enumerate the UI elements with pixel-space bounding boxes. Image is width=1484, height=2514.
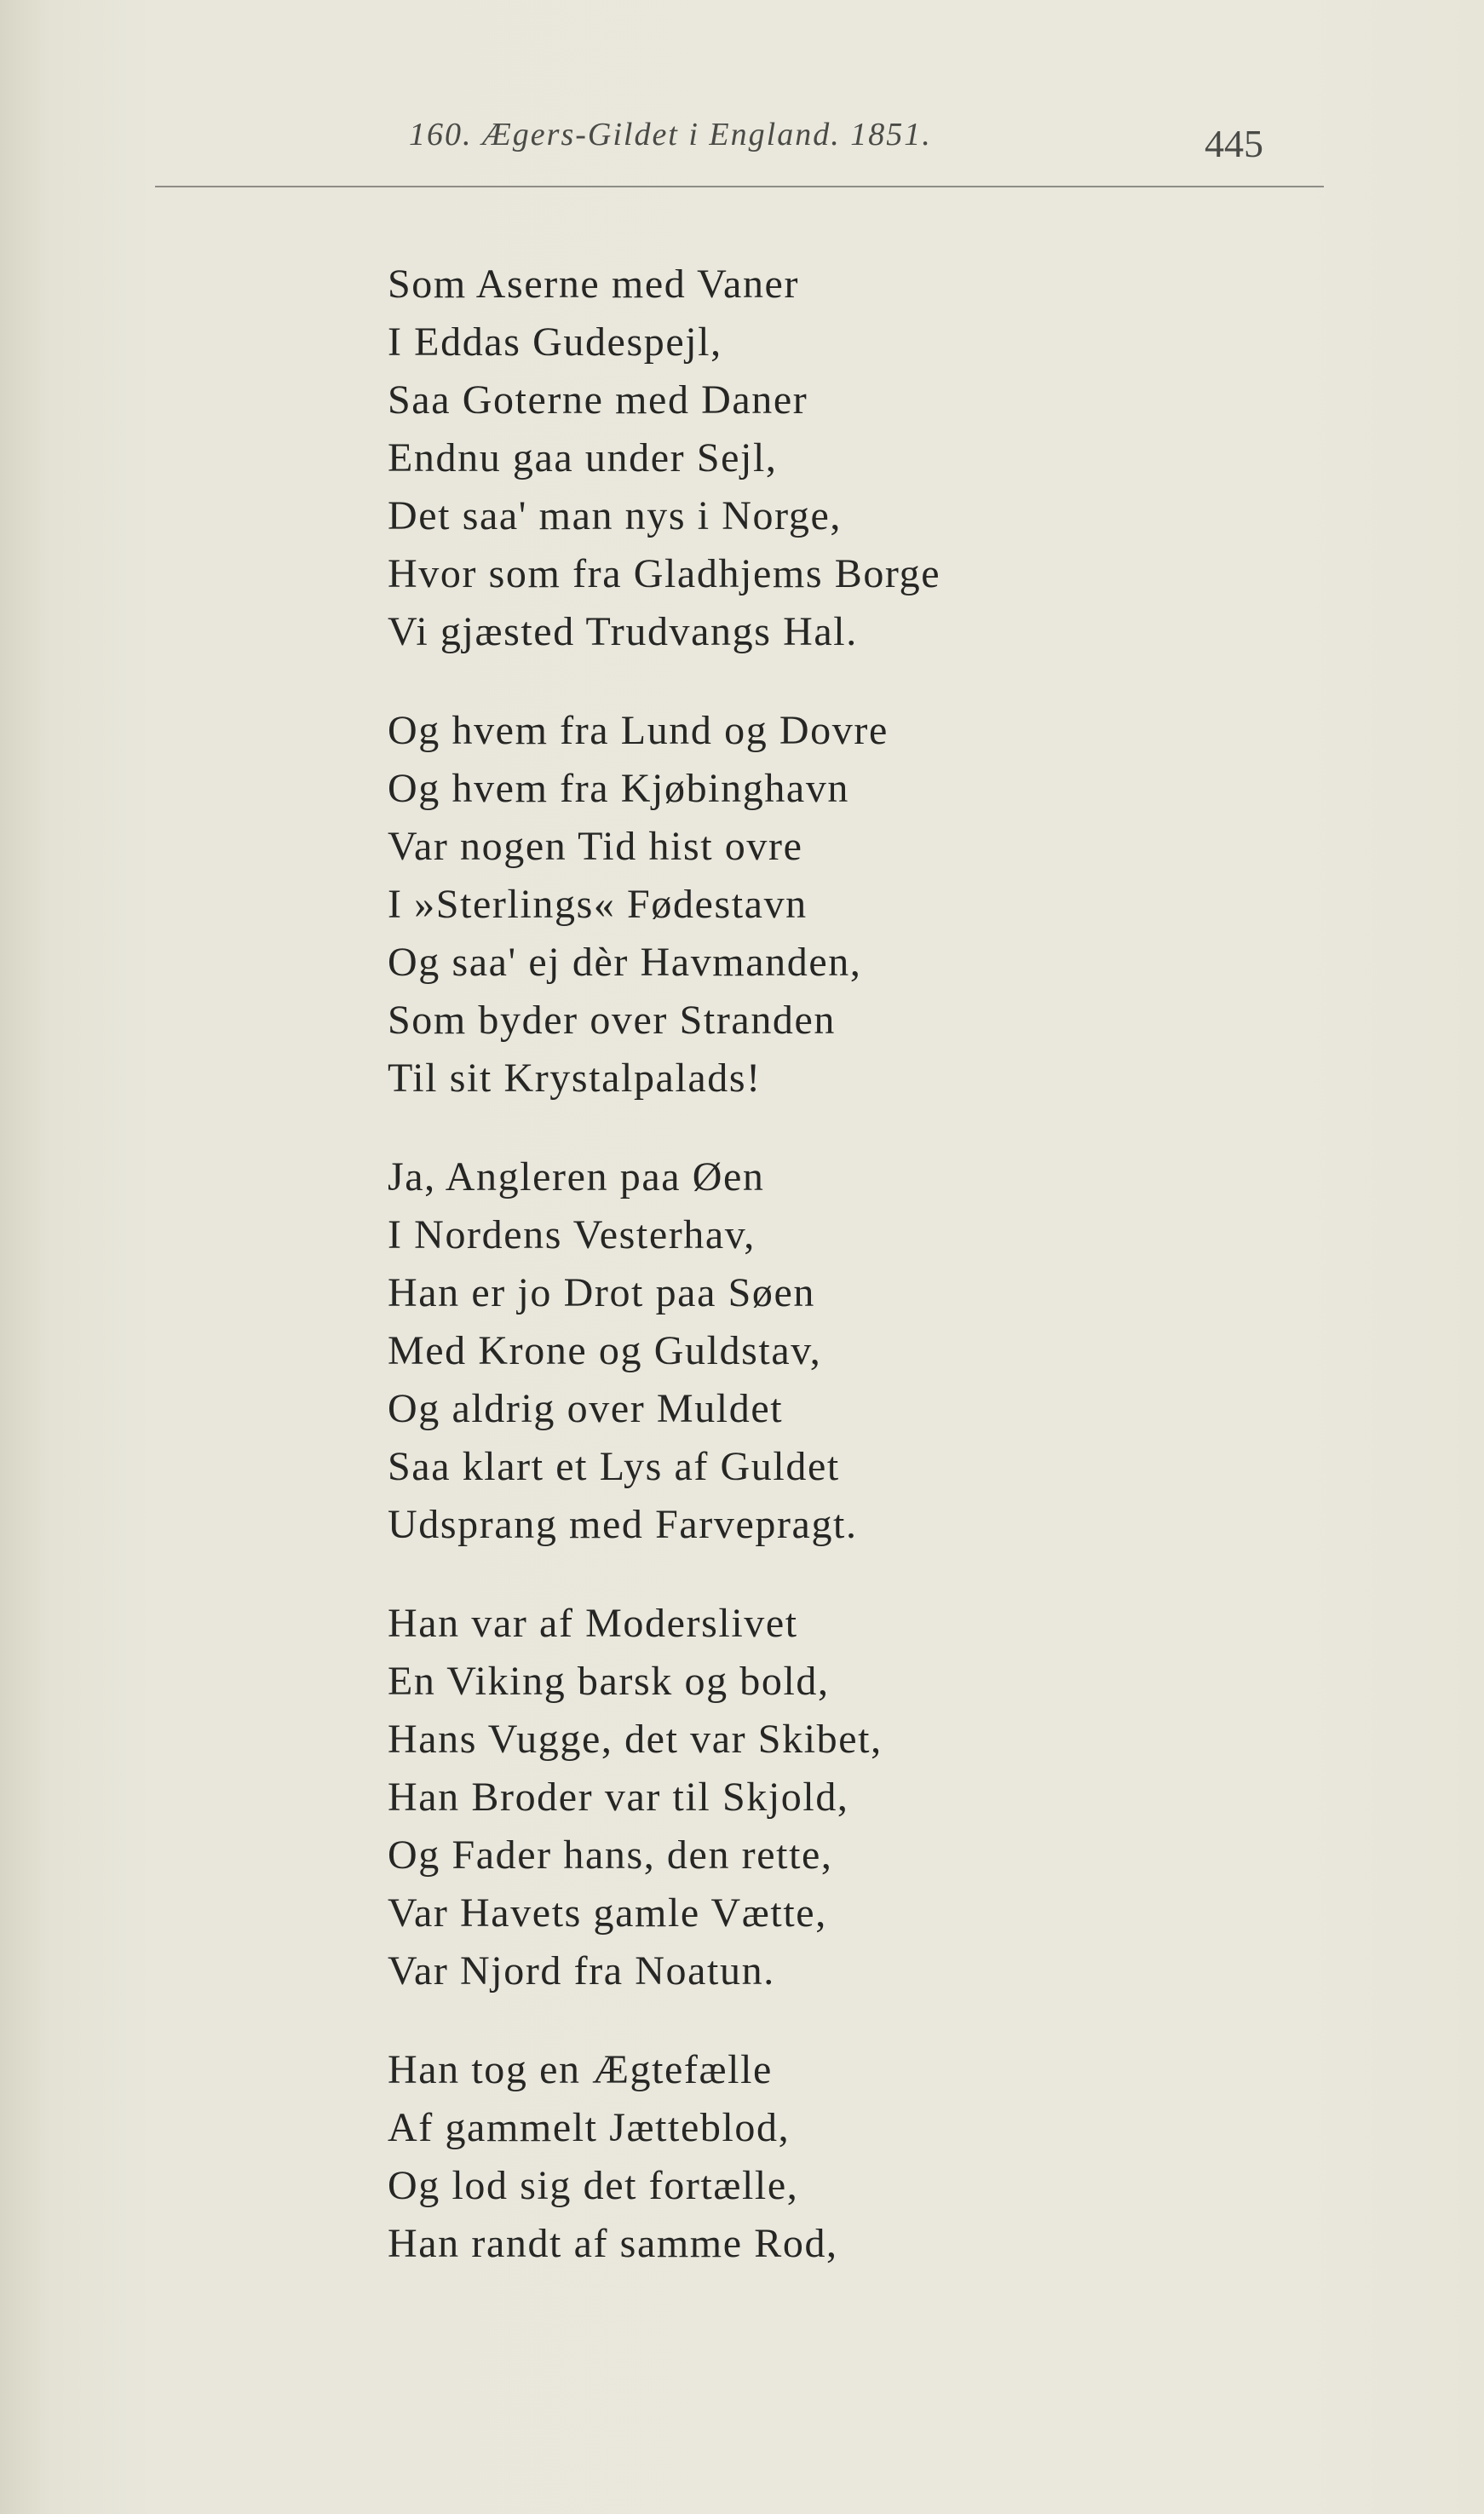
poem-line: Til sit Krystalpalads! bbox=[388, 1056, 762, 1101]
poem-line: Og aldrig over Muldet bbox=[388, 1386, 784, 1431]
poem-line: Og hvem fra Lund og Dovre bbox=[388, 708, 889, 753]
poem-line: Og lod sig det fortælle, bbox=[388, 2163, 799, 2208]
poem-line: Saa klart et Lys af Guldet bbox=[388, 1444, 840, 1489]
poem-line: Var nogen Tid hist ovre bbox=[388, 824, 803, 869]
poem-line: Og Fader hans, den rette, bbox=[388, 1832, 833, 1878]
stanza-4 bbox=[388, 1595, 1410, 2000]
poem-line: Han randt af samme Rod, bbox=[388, 2221, 838, 2266]
poem-line: Som byder over Stranden bbox=[388, 998, 837, 1043]
poem-line: Han er jo Drot paa Søen bbox=[388, 1270, 815, 1315]
poem bbox=[388, 256, 1410, 2314]
stanza-1 bbox=[388, 256, 1410, 661]
poem-line: Og hvem fra Kjøbinghavn bbox=[388, 766, 850, 811]
header-rule bbox=[155, 186, 1324, 187]
poem-line: Saa Goterne med Daner bbox=[388, 377, 808, 423]
poem-line: Var Havets gamle Vætte, bbox=[388, 1890, 827, 1936]
poem-line: I Eddas Gudespejl, bbox=[388, 319, 722, 365]
poem-line: I »Sterlings« Fødestavn bbox=[388, 882, 808, 927]
poem-line: Hvor som fra Gladhjems Borge bbox=[388, 551, 941, 596]
running-head: 160. Ægers-Gildet i England. 1851. bbox=[409, 117, 932, 152]
poem-line: Det saa' man nys i Norge, bbox=[388, 493, 842, 538]
stanza-5 bbox=[388, 2041, 1410, 2273]
poem-line: Hans Vugge, det var Skibet, bbox=[388, 1717, 883, 1762]
poem-line: Var Njord fra Noatun. bbox=[388, 1948, 775, 1993]
poem-line: Han tog en Ægtefælle bbox=[388, 2047, 773, 2092]
poem-line: Med Krone og Guldstav, bbox=[388, 1328, 822, 1373]
poem-line: Og saa' ej dèr Havmanden, bbox=[388, 940, 862, 985]
page-number: 445 bbox=[1205, 122, 1263, 165]
poem-line: En Viking barsk og bold, bbox=[388, 1659, 830, 1704]
poem-line: Vi gjæsted Trudvangs Hal. bbox=[388, 609, 858, 654]
stanza-2 bbox=[388, 702, 1410, 1107]
poem-line: Han var af Moderslivet bbox=[388, 1601, 798, 1646]
poem-line: Af gammelt Jætteblod, bbox=[388, 2105, 791, 2150]
poem-line: Udsprang med Farvepragt. bbox=[388, 1502, 858, 1547]
stanza-3 bbox=[388, 1148, 1410, 1554]
poem-line: Ja, Angleren paa Øen bbox=[388, 1154, 765, 1199]
poem-line: Endnu gaa under Sejl, bbox=[388, 435, 778, 480]
poem-line: Som Aserne med Vaner bbox=[388, 262, 800, 307]
poem-line: I Nordens Vesterhav, bbox=[388, 1212, 756, 1257]
poem-line: Han Broder var til Skjold, bbox=[388, 1775, 849, 1820]
